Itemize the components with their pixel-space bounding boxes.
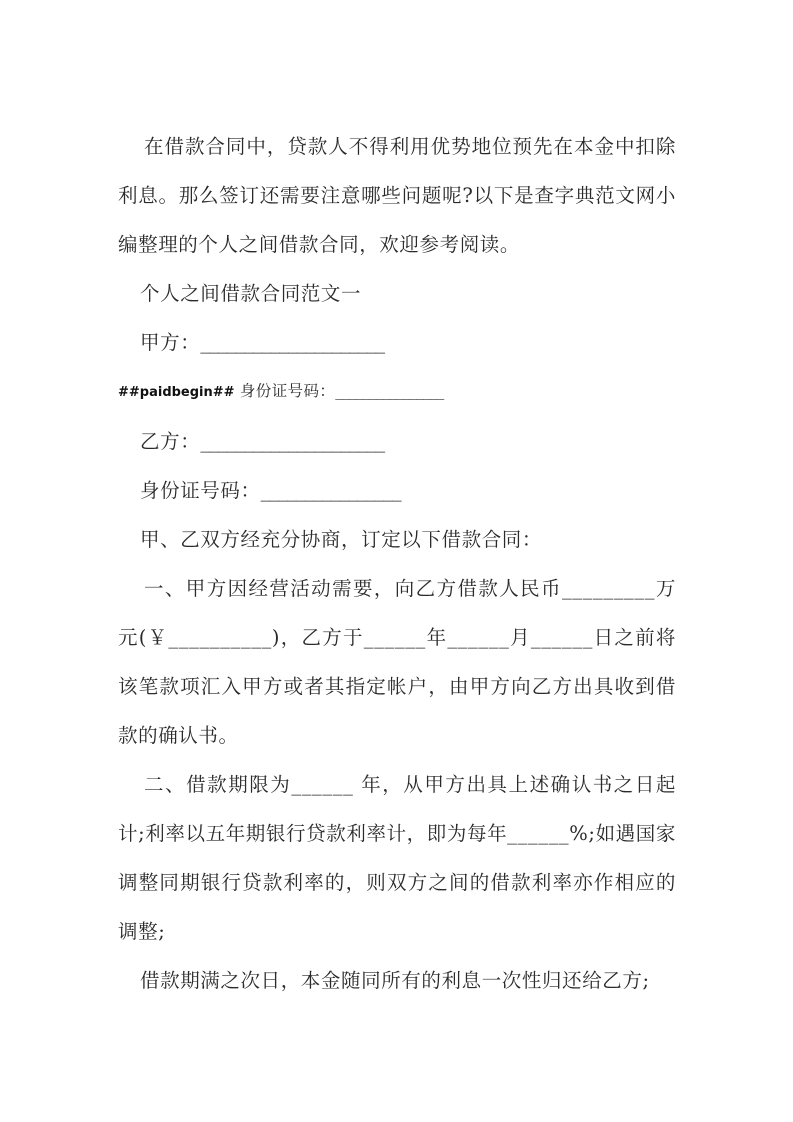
party-a-blank-field: _____________________ — [200, 331, 385, 354]
party-b-label: 乙方： — [140, 430, 201, 453]
clause-one-paragraph: 一、甲方因经营活动需要，向乙方借款人民币_________万元(￥__________)，乙方于______年______月______日之前将该笔款项汇入甲方或者其指定帐户，由甲方向乙方出具收到借款的确认书。 — [118, 577, 676, 747]
party-b-blank-field: _____________________ — [200, 430, 385, 453]
intro-paragraph: 在借款合同中，贷款人不得利用优势地位预先在本金中扣除利息。那么签订还需要注意哪些问题呢?以下是查字典范文网小编整理的个人之间借款合同，欢迎参考阅读。 — [118, 135, 676, 256]
party-a-id-label: 身份证号码： — [239, 382, 336, 400]
document-body — [118, 96, 676, 1005]
agreement-intro-paragraph: 甲、乙双方经充分协商，订定以下借款合同： — [140, 528, 543, 551]
paid-marker-row — [118, 367, 676, 417]
party-b-id-row — [118, 466, 676, 515]
section-heading: 个人之间借款合同范文一 — [140, 282, 362, 305]
clause-two-continuation-paragraph: 借款期满之次日，本金随同所有的利息一次性归还给乙方; — [140, 969, 650, 992]
party-a-id-blank-field: ________________ — [335, 382, 444, 400]
party-b-id-label: 身份证号码： — [140, 479, 261, 502]
clause-two-paragraph: 二、借款期限为______ 年，从甲方出具上述确认书之日起计;利率以五年期银行贷款利率计，即为每年______%;如遇国家调整同期银行贷款利率的，则双方之间的借款利率亦作相应的调整; — [118, 773, 676, 943]
party-b-id-blank-field: ________________ — [260, 479, 401, 502]
party-b-row — [118, 417, 676, 466]
party-a-label: 甲方： — [140, 331, 201, 354]
paidbegin-marker: ##paidbegin## — [118, 385, 235, 400]
party-a-row — [118, 318, 676, 367]
